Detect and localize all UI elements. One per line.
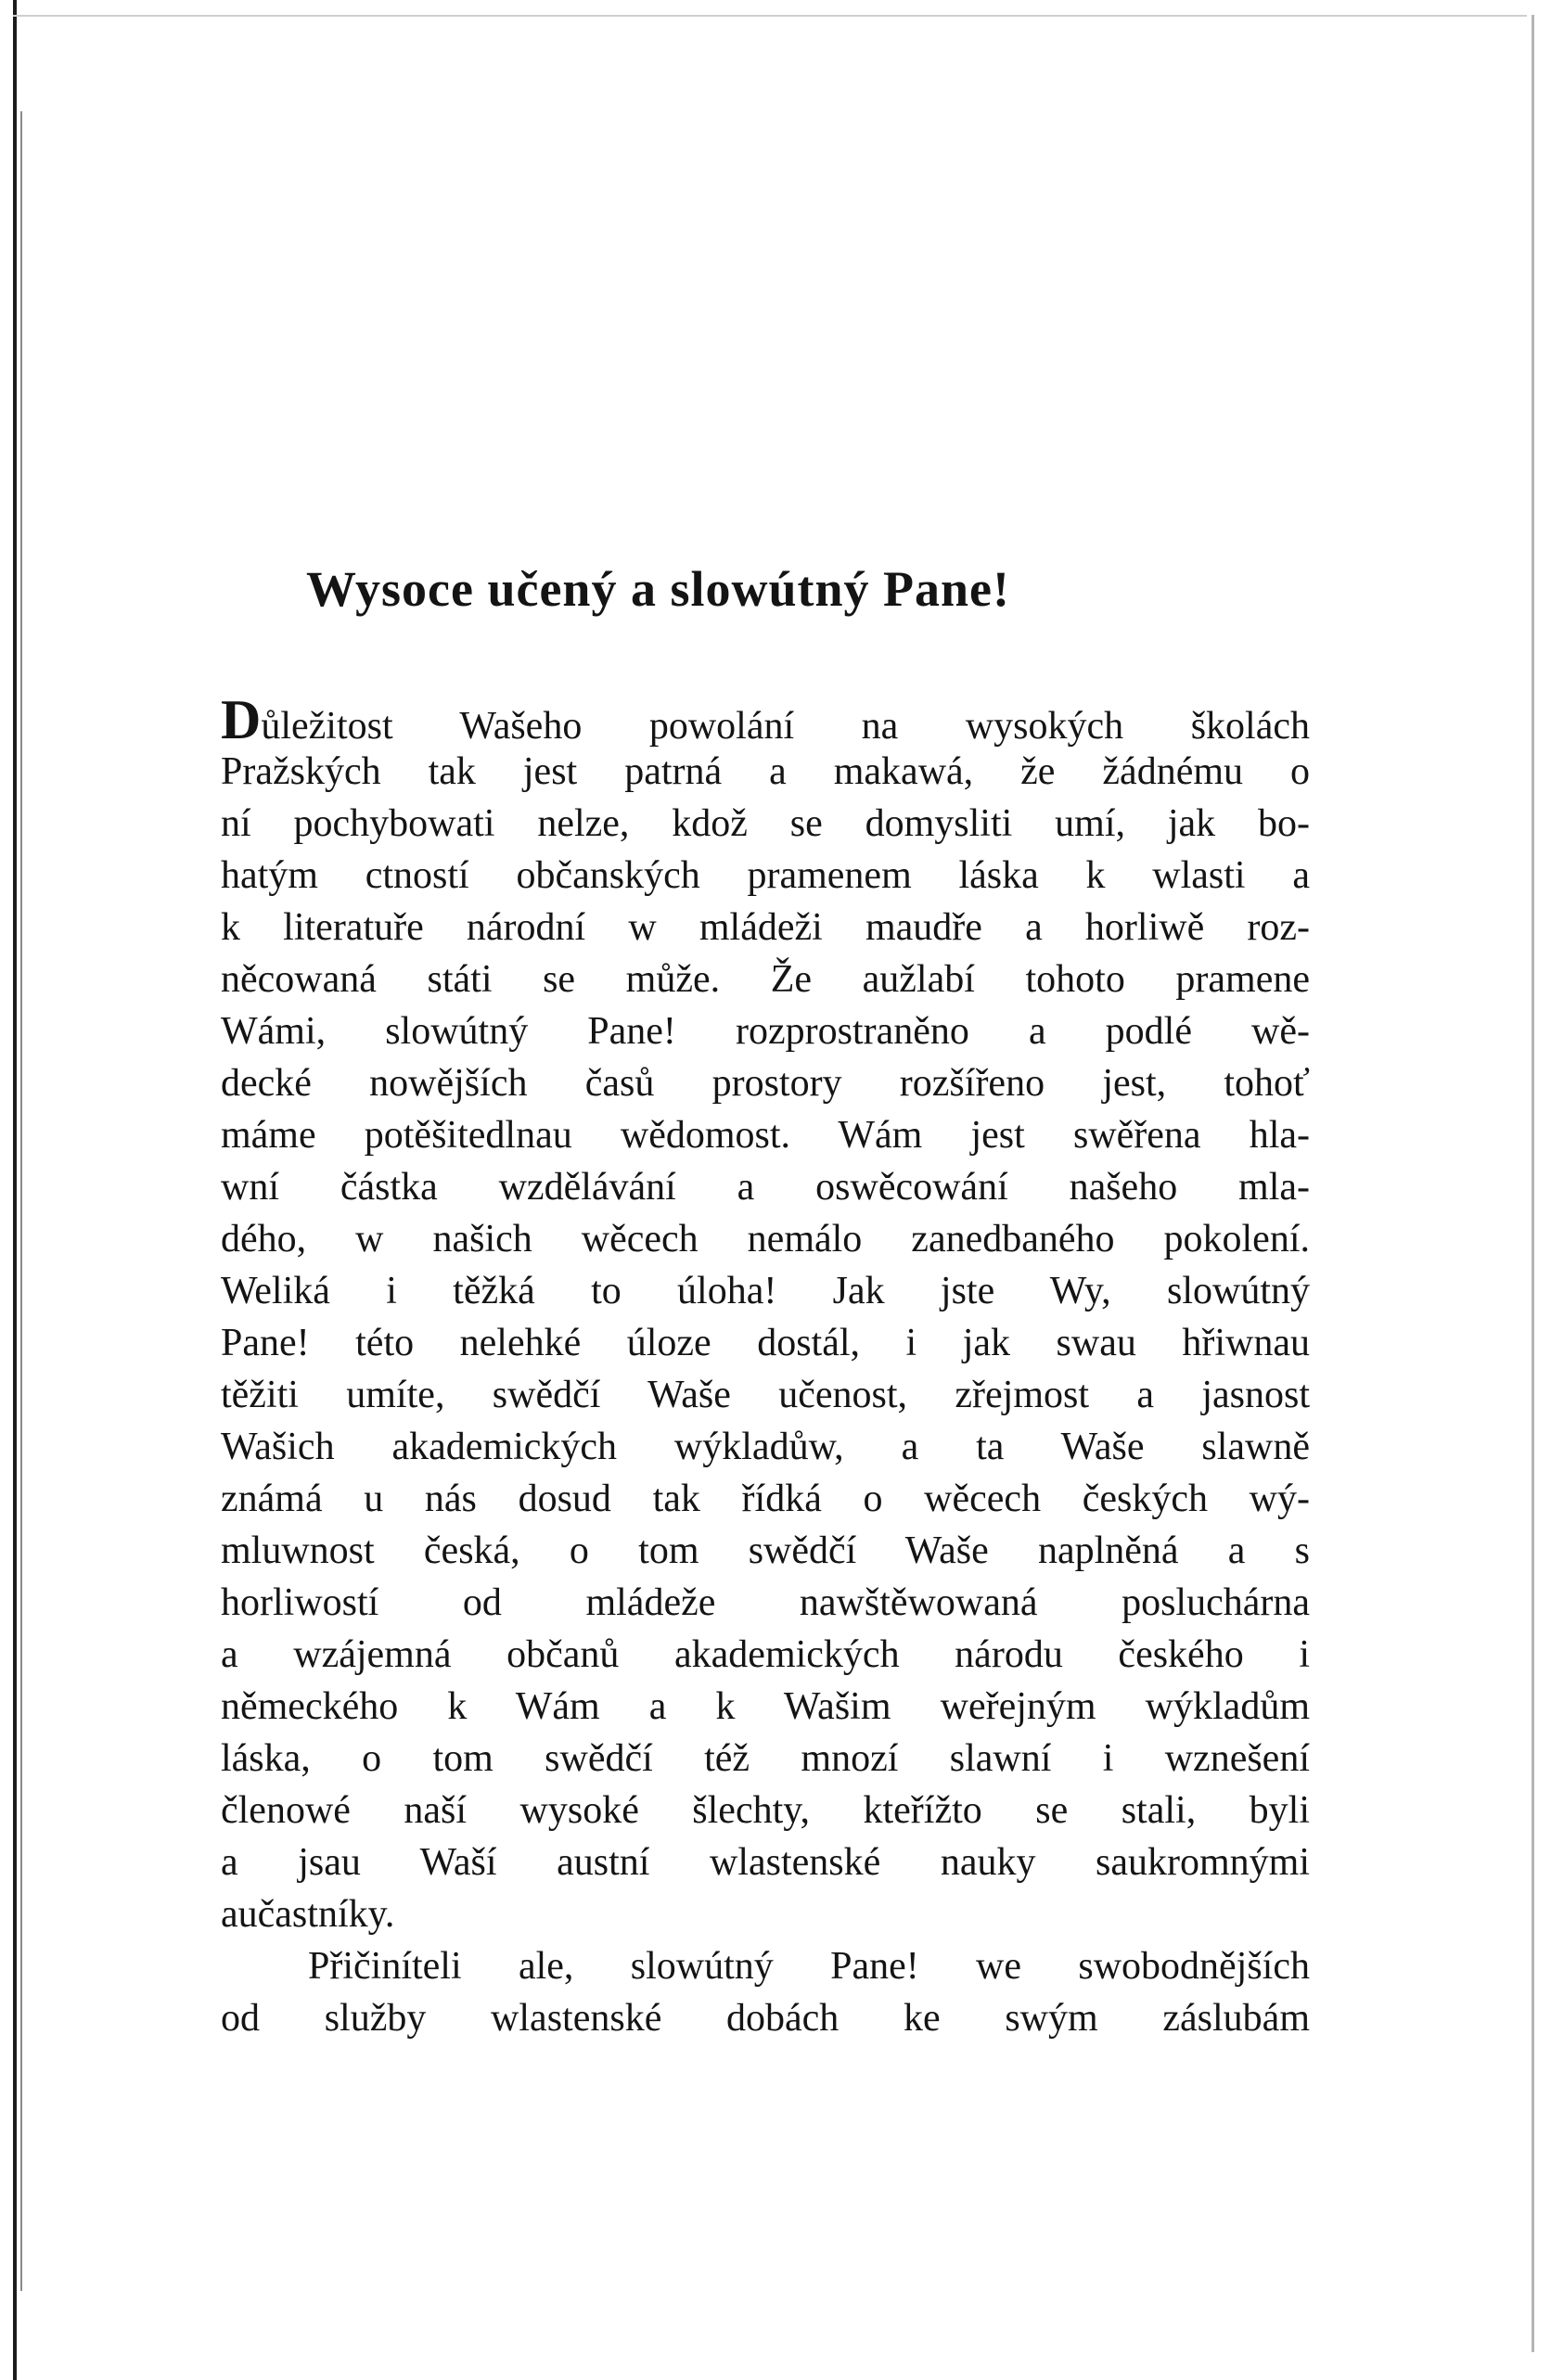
text-line: horliwostí od mládeže nawštěwowaná posluchárna [221, 1581, 1310, 1624]
text-line: Wámi, slowútný Pane! rozprostraněno a podlé wě- [221, 1010, 1310, 1053]
text-line: hatým ctností občanských pramenem láska k wlasti a [221, 854, 1310, 897]
text-line: Pražských tak jest patrná a makawá, že žádnému o [221, 750, 1310, 793]
text-line [221, 689, 1310, 750]
body-text [221, 689, 1310, 2044]
text-line: a jsau Waší austní wlastenské nauky saukromnými [221, 1841, 1310, 1884]
text-line: Wašich akademických wýkladůw, a ta Waše slawně [221, 1426, 1310, 1468]
text-line: mluwnost česká, o tom swědčí Waše naplněná a s [221, 1529, 1310, 1572]
page-heading: Wysoce učený a slowútný Pane! [306, 561, 1010, 617]
scan-border-left [13, 0, 17, 2380]
text-line: wní částka wzdělávání a oswěcowání našeho mla- [221, 1166, 1310, 1209]
text-line: k literatuře národní w mládeži maudře a horliwě roz- [221, 906, 1310, 949]
text-line: Weliká i těžká to úloha! Jak jste Wy, slowútný [221, 1270, 1310, 1312]
text-line: dého, w našich wěcech nemálo zanedbaného pokolení. [221, 1218, 1310, 1260]
drop-cap: D [221, 689, 262, 750]
scan-border-top [13, 15, 1527, 17]
text-line: členowé naší wysoké šlechty, kteřížto se stali, byli [221, 1789, 1310, 1832]
text-line: aučastníky. [221, 1893, 395, 1936]
text-line: od služby wlastenské dobách ke swým záslubám [221, 1997, 1310, 2040]
text-line: něcowaná státi se může. Že aužlabí tohoto pramene [221, 958, 1310, 1001]
text-line: těžiti umíte, swědčí Waše učenost, zřejmost a jasnost [221, 1374, 1310, 1416]
scan-border-right [1532, 15, 1534, 2352]
scan-border-left-inner [20, 111, 22, 2291]
text-line: a wzájemná občanů akademických národu českého i [221, 1633, 1310, 1676]
text-line: známá u nás dosud tak řídká o wěcech českých wý- [221, 1478, 1310, 1520]
text-line: láska, o tom swědčí též mnozí slawní i wznešení [221, 1737, 1310, 1780]
text-line: máme potěšitedlnau wědomost. Wám jest swěřena hla- [221, 1114, 1310, 1157]
line-text: ůležitost Wašeho powolání na wysokých školách [261, 705, 1310, 748]
text-line: německého k Wám a k Wašim weřejným wýkladům [221, 1685, 1310, 1728]
text-line: Přičiníteli ale, slowútný Pane! we swobodnějších [308, 1945, 1310, 1988]
text-line: decké nowějších časů prostory rozšířeno jest, tohoť [221, 1062, 1310, 1105]
text-line: ní pochybowati nelze, kdož se domysliti umí, jak bo- [221, 802, 1310, 845]
text-line: Pane! této nelehké úloze dostál, i jak swau hřiwnau [221, 1322, 1310, 1364]
